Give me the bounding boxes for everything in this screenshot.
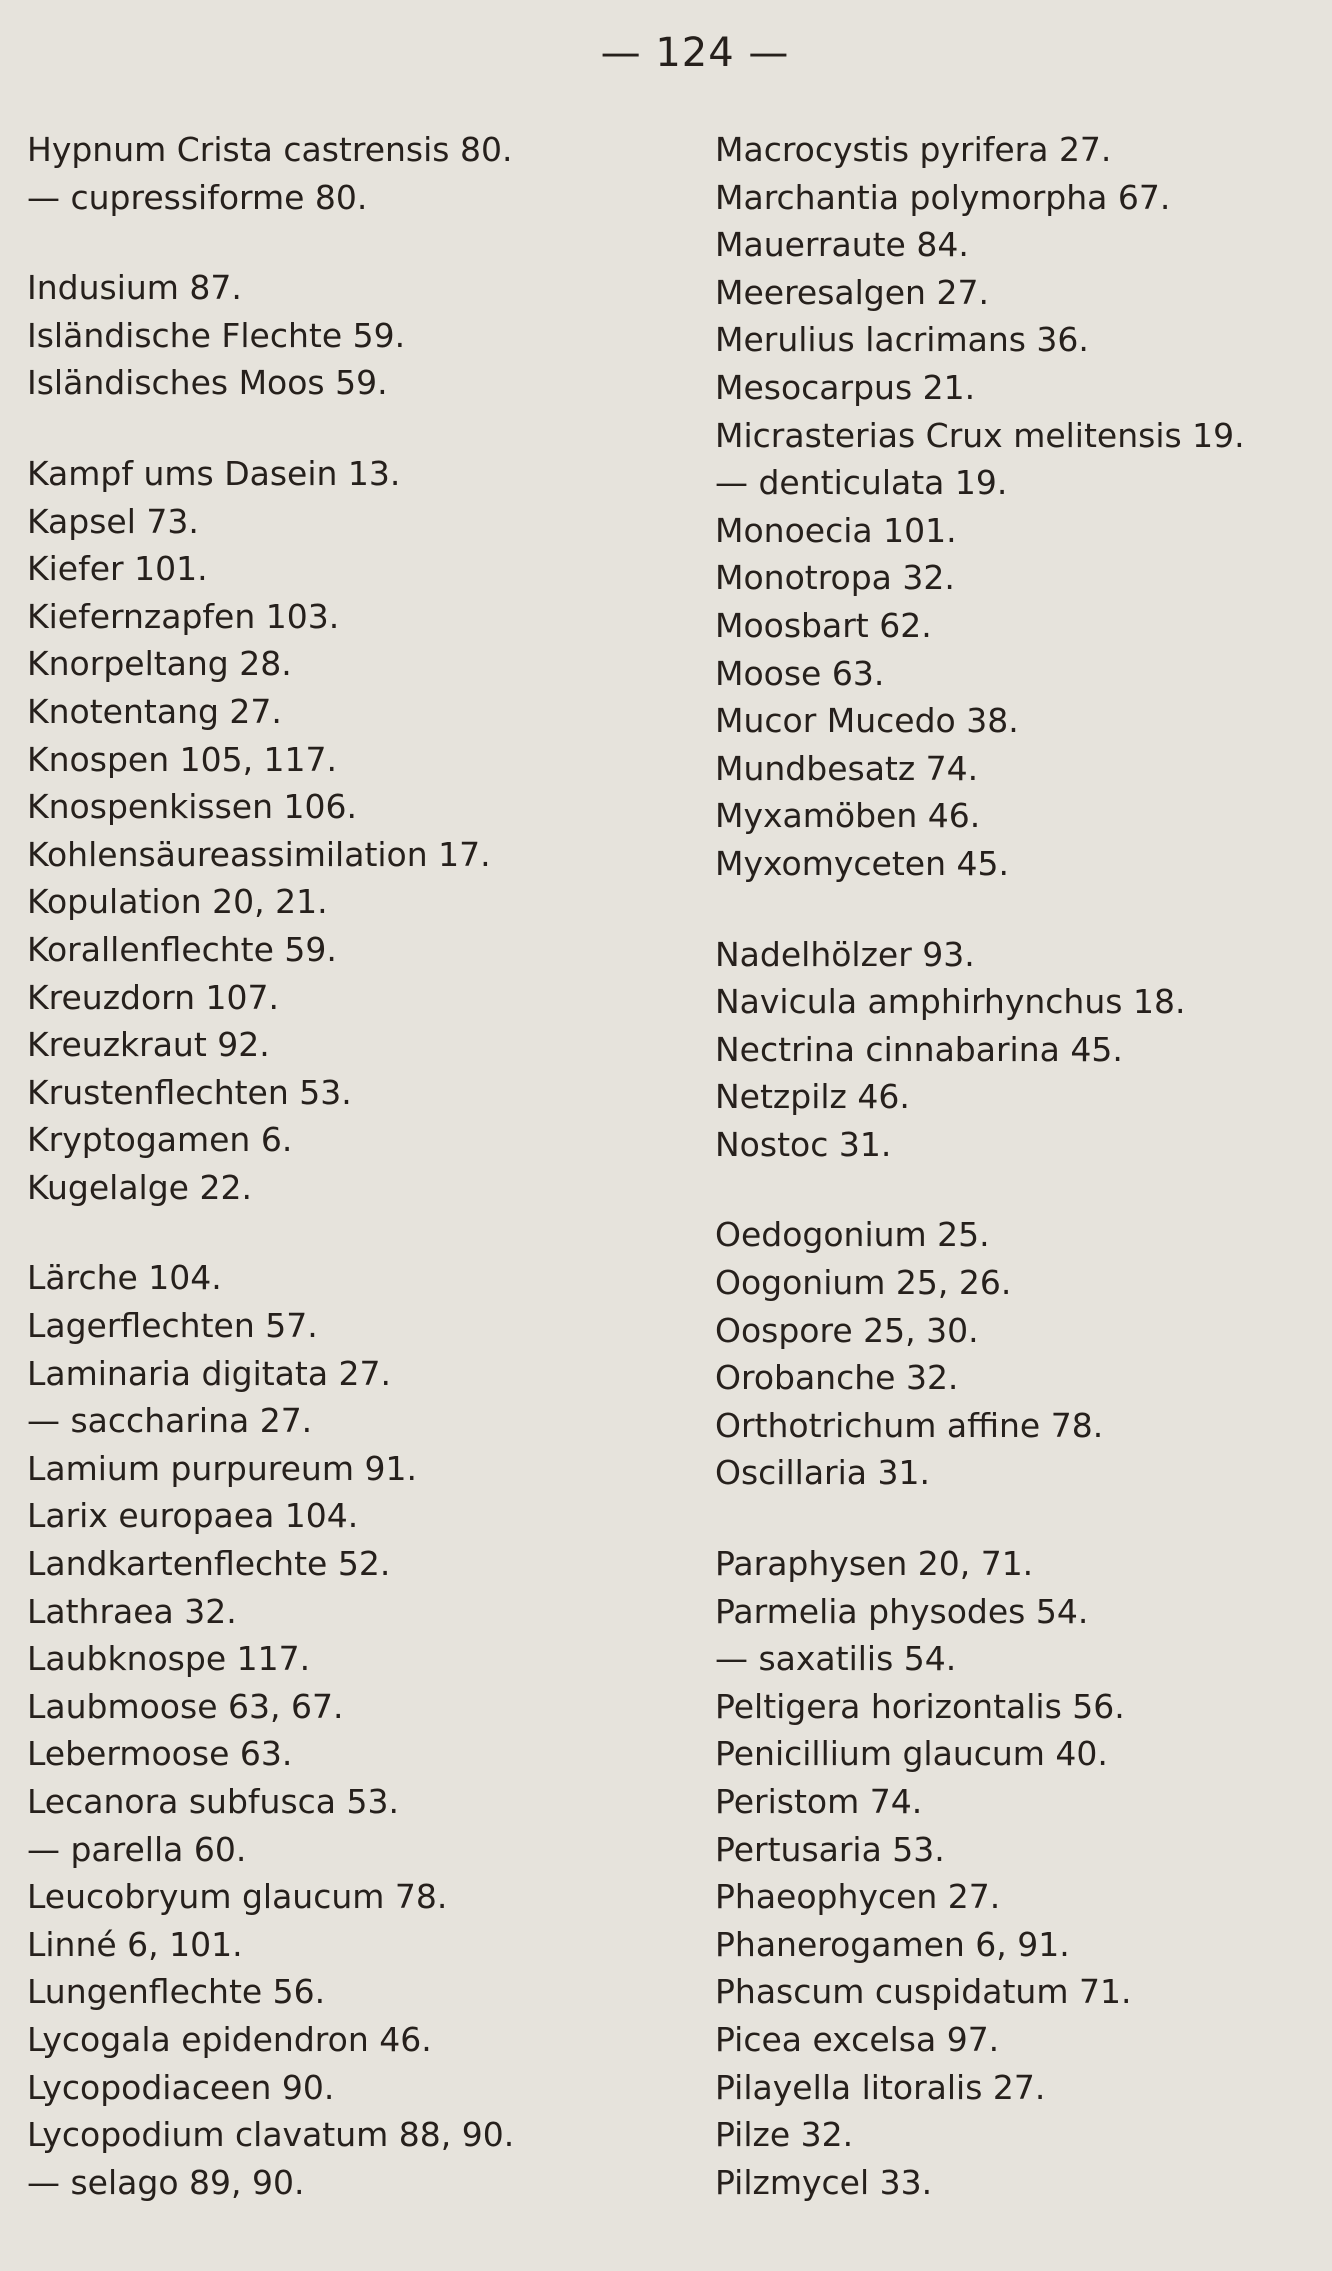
- index-entry: Myxamöben 46.: [715, 796, 981, 836]
- index-entry: Knorpeltang 28.: [27, 644, 292, 684]
- index-entry: Merulius lacrimans 36.: [715, 320, 1089, 360]
- index-entry: Moosbart 62.: [715, 605, 932, 645]
- index-entry: Oedogonium 25.: [715, 1215, 990, 1255]
- index-entry: Laubmoose 63, 67.: [27, 1686, 344, 1726]
- index-entry: Kopulation 20, 21.: [27, 882, 328, 922]
- index-entry: Nadelhölzer 93.: [715, 934, 975, 974]
- index-group: [27, 450, 647, 1212]
- index-entry: Lungenflechte 56.: [27, 1972, 326, 2012]
- index-entry: Kreuzdorn 107.: [27, 977, 280, 1017]
- index-entry: Larix europaea 104.: [27, 1496, 359, 1536]
- index-entry: Laminaria digitata 27.: [27, 1353, 392, 1393]
- index-entry: — denticulata 19.: [715, 463, 1008, 503]
- index-entry: Knospenkissen 106.: [27, 787, 357, 827]
- index-entry: — cupressiforme 80.: [27, 177, 368, 217]
- index-column-right: [715, 126, 1332, 2249]
- index-entry: Lagerflechten 57.: [27, 1306, 318, 1346]
- index-entry: Lebermoose 63.: [27, 1734, 293, 1774]
- index-group: [715, 1211, 1332, 1497]
- index-entry: Kugelalge 22.: [27, 1167, 252, 1207]
- index-entry: Hypnum Crista castrensis 80.: [27, 130, 513, 169]
- index-entry: Kiefer 101.: [27, 549, 208, 589]
- index-entry: Myxomyceten 45.: [715, 843, 1009, 883]
- index-entry: Peltigera horizontalis 56.: [715, 1686, 1125, 1726]
- index-entry: Micrasterias Crux melitensis 19.: [715, 415, 1245, 455]
- index-entry: Lycogala epidendron 46.: [27, 2019, 432, 2059]
- index-entry: Paraphysen 20, 71.: [715, 1544, 1034, 1584]
- index-entry: Parmelia physodes 54.: [715, 1591, 1089, 1631]
- index-entry: Orobanche 32.: [715, 1358, 959, 1398]
- page-number: — 124 —: [600, 30, 790, 76]
- index-entry: Krustenflechten 53.: [27, 1072, 352, 1112]
- index-entry: Lycopodium clavatum 88, 90.: [27, 2115, 515, 2155]
- index-group: [715, 126, 1332, 888]
- index-entry: Mesocarpus 21.: [715, 367, 976, 407]
- index-entry: Mauerraute 84.: [715, 225, 969, 265]
- index-entry: Peristom 74.: [715, 1782, 923, 1821]
- index-entry: Navicula amphirhynchus 18.: [715, 982, 1186, 1022]
- index-entry: Pilayella litoralis 27.: [715, 2067, 1046, 2107]
- index-entry: Mundbesatz 74.: [715, 748, 979, 788]
- index-entry: Macrocystis pyrifera 27.: [715, 130, 1112, 169]
- index-entry: Meeresalgen 27.: [715, 272, 989, 312]
- index-entry: Oospore 25, 30.: [715, 1310, 979, 1350]
- index-entry: Nectrina cinnabarina 45.: [715, 1029, 1123, 1069]
- index-entry: Landkartenflechte 52.: [27, 1544, 391, 1584]
- index-entry: Pilzmycel 33.: [715, 2162, 933, 2202]
- index-group: [715, 931, 1332, 1169]
- index-entry: Oscillaria 31.: [715, 1453, 930, 1493]
- index-entry: Lecanora subfusca 53.: [27, 1782, 399, 1821]
- index-entry: Picea excelsa 97.: [715, 2019, 1000, 2059]
- index-entry: Monoecia 101.: [715, 510, 957, 550]
- index-entry: Phaeophycen 27.: [715, 1877, 1001, 1917]
- index-entry: — selago 89, 90.: [27, 2162, 305, 2202]
- index-entry: Kampf ums Dasein 13.: [27, 453, 401, 493]
- index-entry: Marchantia polymorpha 67.: [715, 177, 1171, 217]
- index-entry: Kryptogamen 6.: [27, 1120, 293, 1160]
- index-column-left: [27, 126, 647, 2249]
- index-entry: Lärche 104.: [27, 1258, 222, 1298]
- index-entry: Nostoc 31.: [715, 1124, 892, 1164]
- index-entry: Pilze 32.: [715, 2115, 854, 2155]
- index-entry: — saccharina 27.: [27, 1401, 313, 1441]
- index-entry: Kreuzkraut 92.: [27, 1025, 270, 1065]
- index-group: [27, 126, 647, 221]
- index-group: [27, 1254, 647, 2206]
- index-entry: Orthotrichum affine 78.: [715, 1405, 1104, 1445]
- index-entry: Kapsel 73.: [27, 501, 199, 541]
- index-entry: Lathraea 32.: [27, 1591, 237, 1631]
- index-entry: Leucobryum glaucum 78.: [27, 1877, 448, 1917]
- index-entry: — parella 60.: [27, 1829, 247, 1869]
- index-group: [27, 264, 647, 407]
- index-entry: Isländische Flechte 59.: [27, 315, 406, 355]
- index-entry: Pertusaria 53.: [715, 1829, 945, 1869]
- index-entry: Korallenflechte 59.: [27, 929, 337, 969]
- index-entry: Isländisches Moos 59.: [27, 363, 388, 403]
- index-group: [715, 1540, 1332, 2206]
- index-entry: Penicillium glaucum 40.: [715, 1734, 1108, 1774]
- index-entry: Phascum cuspidatum 71.: [715, 1972, 1132, 2012]
- index-entry: — saxatilis 54.: [715, 1639, 957, 1679]
- index-entry: Kohlensäureassimilation 17.: [27, 834, 491, 874]
- index-entry: Knotentang 27.: [27, 691, 282, 731]
- index-entry: Netzpilz 46.: [715, 1077, 910, 1117]
- index-entry: Lycopodiaceen 90.: [27, 2067, 335, 2107]
- index-entry: Monotropa 32.: [715, 558, 955, 598]
- index-entry: Oogonium 25, 26.: [715, 1263, 1012, 1303]
- index-entry: Kiefernzapfen 103.: [27, 596, 340, 636]
- index-entry: Laubknospe 117.: [27, 1639, 311, 1679]
- index-entry: Indusium 87.: [27, 268, 242, 308]
- index-entry: Mucor Mucedo 38.: [715, 701, 1019, 741]
- index-entry: Linné 6, 101.: [27, 1924, 243, 1964]
- index-entry: Lamium purpureum 91.: [27, 1448, 417, 1488]
- index-entry: Knospen 105, 117.: [27, 739, 338, 779]
- index-entry: Moose 63.: [715, 653, 885, 693]
- index-entry: Phanerogamen 6, 91.: [715, 1924, 1070, 1964]
